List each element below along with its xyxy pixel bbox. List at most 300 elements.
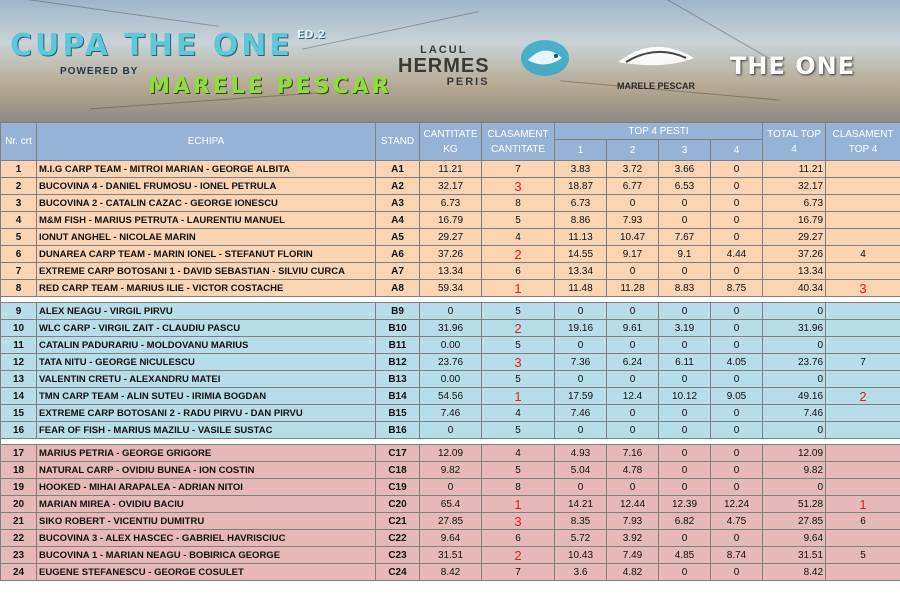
rank-quantity-cell: 4 bbox=[482, 229, 555, 246]
quantity-kg-cell: 0.00 bbox=[420, 337, 482, 354]
fish-2-cell: 0 bbox=[607, 405, 659, 422]
fish-1-cell: 13.34 bbox=[555, 263, 607, 280]
fish-3-cell: 4.85 bbox=[659, 547, 711, 564]
quantity-kg-cell: 32.17 bbox=[420, 178, 482, 195]
table-row bbox=[1, 479, 900, 496]
fish-3-cell: 6.82 bbox=[659, 513, 711, 530]
stand-code-cell: C23 bbox=[376, 547, 420, 564]
lake-hermes-logo: LACUL HERMES PERIS bbox=[398, 44, 490, 88]
fish-3-cell: 0 bbox=[659, 212, 711, 229]
rank-top4-cell bbox=[826, 530, 900, 547]
table-row bbox=[1, 388, 900, 405]
rank-top4-cell bbox=[826, 320, 900, 337]
fish-2-cell: 7.93 bbox=[607, 212, 659, 229]
total-top4-cell: 0 bbox=[763, 422, 826, 439]
fish-4-cell: 0 bbox=[711, 422, 763, 439]
rank-top4-cell bbox=[826, 195, 900, 212]
rank-quantity-cell: 4 bbox=[482, 445, 555, 462]
fish-3-cell: 3.66 bbox=[659, 161, 711, 178]
fish-2-cell: 0 bbox=[607, 263, 659, 280]
stand-code-cell: B10 bbox=[376, 320, 420, 337]
header-total-top4: TOTAL TOP 4 bbox=[763, 123, 826, 161]
total-top4-cell: 31.96 bbox=[763, 320, 826, 337]
total-top4-cell: 7.46 bbox=[763, 405, 826, 422]
total-top4-cell: 16.79 bbox=[763, 212, 826, 229]
fish-1-cell: 5.04 bbox=[555, 462, 607, 479]
total-top4-cell: 8.42 bbox=[763, 564, 826, 581]
rank-quantity-cell: 3 bbox=[482, 178, 555, 195]
fish-2-cell: 7.16 bbox=[607, 445, 659, 462]
header-fish-2: 2 bbox=[607, 140, 659, 161]
stand-code-cell: B11 bbox=[376, 337, 420, 354]
rank-top4-cell: 3 bbox=[826, 280, 900, 297]
fish-2-cell: 0 bbox=[607, 479, 659, 496]
fish-1-cell: 8.35 bbox=[555, 513, 607, 530]
the-one-logo: THE ONE bbox=[730, 52, 856, 80]
stand-code-cell: A5 bbox=[376, 229, 420, 246]
total-top4-cell: 29.27 bbox=[763, 229, 826, 246]
fish-4-cell: 0 bbox=[711, 530, 763, 547]
quantity-kg-cell: 23.76 bbox=[420, 354, 482, 371]
fish-3-cell: 0 bbox=[659, 337, 711, 354]
table-row bbox=[1, 422, 900, 439]
header-stand: STAND bbox=[376, 123, 420, 161]
fish-2-cell: 0 bbox=[607, 303, 659, 320]
fish-2-cell: 9.17 bbox=[607, 246, 659, 263]
team-name-cell: WLC CARP - VIRGIL ZAIT - CLAUDIU PASCU bbox=[37, 320, 376, 337]
row-number-cell: 11 bbox=[1, 337, 37, 354]
fish-4-cell: 0 bbox=[711, 195, 763, 212]
rank-top4-cell bbox=[826, 462, 900, 479]
fish-4-cell: 8.74 bbox=[711, 547, 763, 564]
row-number-cell: 7 bbox=[1, 263, 37, 280]
fish-2-cell: 10.47 bbox=[607, 229, 659, 246]
fish-3-cell: 7.67 bbox=[659, 229, 711, 246]
fish-1-cell: 7.36 bbox=[555, 354, 607, 371]
fish-1-cell: 0 bbox=[555, 337, 607, 354]
rank-quantity-cell: 3 bbox=[482, 513, 555, 530]
rank-top4-cell bbox=[826, 337, 900, 354]
quantity-kg-cell: 16.79 bbox=[420, 212, 482, 229]
row-number-cell: 22 bbox=[1, 530, 37, 547]
row-number-cell: 6 bbox=[1, 246, 37, 263]
row-number-cell: 16 bbox=[1, 422, 37, 439]
stand-code-cell: A7 bbox=[376, 263, 420, 280]
stand-code-cell: A6 bbox=[376, 246, 420, 263]
fish-2-cell: 6.77 bbox=[607, 178, 659, 195]
fish-3-cell: 0 bbox=[659, 445, 711, 462]
team-name-cell: MARIAN MIREA - OVIDIU BACIU bbox=[37, 496, 376, 513]
fish-3-cell: 0 bbox=[659, 303, 711, 320]
event-banner bbox=[0, 0, 900, 122]
fish-4-cell: 0 bbox=[711, 212, 763, 229]
rank-quantity-cell: 2 bbox=[482, 320, 555, 337]
stand-code-cell: A1 bbox=[376, 161, 420, 178]
quantity-kg-cell: 7.46 bbox=[420, 405, 482, 422]
rank-quantity-cell: 5 bbox=[482, 303, 555, 320]
team-name-cell: BUCOVINA 4 - DANIEL FRUMOSU - IONEL PETRULA bbox=[37, 178, 376, 195]
row-number-cell: 24 bbox=[1, 564, 37, 581]
stand-code-cell: C18 bbox=[376, 462, 420, 479]
table-row bbox=[1, 246, 900, 263]
rank-top4-cell: 6 bbox=[826, 513, 900, 530]
fish-2-cell: 4.82 bbox=[607, 564, 659, 581]
fish-3-cell: 0 bbox=[659, 564, 711, 581]
rank-quantity-cell: 2 bbox=[482, 547, 555, 564]
total-top4-cell: 23.76 bbox=[763, 354, 826, 371]
fish-3-cell: 3.19 bbox=[659, 320, 711, 337]
rank-quantity-cell: 3 bbox=[482, 354, 555, 371]
fish-1-cell: 18.87 bbox=[555, 178, 607, 195]
quantity-kg-cell: 31.51 bbox=[420, 547, 482, 564]
team-name-cell: TMN CARP TEAM - ALIN SUTEU - IRIMIA BOGDAN bbox=[37, 388, 376, 405]
fish-1-cell: 4.93 bbox=[555, 445, 607, 462]
table-row bbox=[1, 320, 900, 337]
fish-4-cell: 4.75 bbox=[711, 513, 763, 530]
fish-emblem-icon bbox=[518, 36, 572, 85]
header-nr: Nr. crt bbox=[1, 123, 37, 161]
quantity-kg-cell: 12.09 bbox=[420, 445, 482, 462]
total-top4-cell: 27.85 bbox=[763, 513, 826, 530]
quantity-kg-cell: 29.27 bbox=[420, 229, 482, 246]
table-row bbox=[1, 547, 900, 564]
rank-top4-cell: 5 bbox=[826, 547, 900, 564]
fish-4-cell: 4.44 bbox=[711, 246, 763, 263]
header-rank-top4: CLASAMENT TOP 4 bbox=[826, 123, 900, 161]
row-number-cell: 17 bbox=[1, 445, 37, 462]
fish-2-cell: 0 bbox=[607, 422, 659, 439]
table-row bbox=[1, 178, 900, 195]
stand-code-cell: B15 bbox=[376, 405, 420, 422]
row-number-cell: 15 bbox=[1, 405, 37, 422]
table-row bbox=[1, 462, 900, 479]
fish-2-cell: 11.28 bbox=[607, 280, 659, 297]
fish-4-cell: 0 bbox=[711, 479, 763, 496]
fish-2-cell: 12.4 bbox=[607, 388, 659, 405]
quantity-kg-cell: 0 bbox=[420, 303, 482, 320]
total-top4-cell: 31.51 bbox=[763, 547, 826, 564]
table-row bbox=[1, 530, 900, 547]
fish-2-cell: 6.24 bbox=[607, 354, 659, 371]
rank-quantity-cell: 5 bbox=[482, 462, 555, 479]
fish-2-cell: 9.61 bbox=[607, 320, 659, 337]
fish-4-cell: 8.75 bbox=[711, 280, 763, 297]
table-row bbox=[1, 354, 900, 371]
total-top4-cell: 6.73 bbox=[763, 195, 826, 212]
rank-top4-cell bbox=[826, 405, 900, 422]
team-name-cell: DUNAREA CARP TEAM - MARIN IONEL - STEFANUT FLORIN bbox=[37, 246, 376, 263]
fish-3-cell: 12.39 bbox=[659, 496, 711, 513]
row-number-cell: 20 bbox=[1, 496, 37, 513]
team-name-cell: MARIUS PETRIA - GEORGE GRIGORE bbox=[37, 445, 376, 462]
rank-top4-cell bbox=[826, 564, 900, 581]
quantity-kg-cell: 9.64 bbox=[420, 530, 482, 547]
marele-pescar-logo: MARELE PESCAR bbox=[614, 40, 698, 91]
fish-4-cell: 0 bbox=[711, 371, 763, 388]
team-name-cell: M.I.G CARP TEAM - MITROI MARIAN - GEORGE ALBITA bbox=[37, 161, 376, 178]
header-rank-quantity: CLASAMENT CANTITATE bbox=[482, 123, 555, 161]
total-top4-cell: 12.09 bbox=[763, 445, 826, 462]
fish-1-cell: 14.21 bbox=[555, 496, 607, 513]
rank-quantity-cell: 5 bbox=[482, 371, 555, 388]
fish-1-cell: 3.6 bbox=[555, 564, 607, 581]
fish-1-cell: 0 bbox=[555, 479, 607, 496]
quantity-kg-cell: 0 bbox=[420, 479, 482, 496]
rank-top4-cell bbox=[826, 229, 900, 246]
rank-quantity-cell: 1 bbox=[482, 388, 555, 405]
fish-2-cell: 4.78 bbox=[607, 462, 659, 479]
row-number-cell: 4 bbox=[1, 212, 37, 229]
rank-quantity-cell: 5 bbox=[482, 212, 555, 229]
stand-code-cell: A8 bbox=[376, 280, 420, 297]
fish-1-cell: 0 bbox=[555, 422, 607, 439]
fish-3-cell: 0 bbox=[659, 530, 711, 547]
total-top4-cell: 37.26 bbox=[763, 246, 826, 263]
rank-quantity-cell: 5 bbox=[482, 337, 555, 354]
fish-3-cell: 0 bbox=[659, 422, 711, 439]
event-title-logo: CUPA THE ONE $^{ED.2}$ bbox=[10, 28, 326, 63]
fish-1-cell: 5.72 bbox=[555, 530, 607, 547]
row-number-cell: 9 bbox=[1, 303, 37, 320]
team-name-cell: BUCOVINA 3 - ALEX HASCEC - GABRIEL HAVRISCIUC bbox=[37, 530, 376, 547]
stand-code-cell: B9 bbox=[376, 303, 420, 320]
fish-4-cell: 12.24 bbox=[711, 496, 763, 513]
row-number-cell: 18 bbox=[1, 462, 37, 479]
fish-4-cell: 9.05 bbox=[711, 388, 763, 405]
sponsor-logo-marele-pescar: MARELE PESCAR bbox=[148, 74, 392, 99]
table-row bbox=[1, 229, 900, 246]
row-number-cell: 14 bbox=[1, 388, 37, 405]
rank-quantity-cell: 6 bbox=[482, 263, 555, 280]
team-name-cell: FEAR OF FISH - MARIUS MAZILU - VASILE SUSTAC bbox=[37, 422, 376, 439]
total-top4-cell: 9.82 bbox=[763, 462, 826, 479]
table-row bbox=[1, 405, 900, 422]
fish-2-cell: 3.72 bbox=[607, 161, 659, 178]
header-team: ECHIPA bbox=[37, 123, 376, 161]
header-fish-3: 3 bbox=[659, 140, 711, 161]
fish-2-cell: 3.92 bbox=[607, 530, 659, 547]
total-top4-cell: 49.16 bbox=[763, 388, 826, 405]
row-number-cell: 12 bbox=[1, 354, 37, 371]
fish-1-cell: 14.55 bbox=[555, 246, 607, 263]
rank-quantity-cell: 1 bbox=[482, 496, 555, 513]
team-name-cell: SIKO ROBERT - VICENTIU DUMITRU bbox=[37, 513, 376, 530]
fish-2-cell: 7.49 bbox=[607, 547, 659, 564]
fish-1-cell: 3.83 bbox=[555, 161, 607, 178]
fish-1-cell: 6.73 bbox=[555, 195, 607, 212]
rank-top4-cell bbox=[826, 303, 900, 320]
stand-code-cell: C21 bbox=[376, 513, 420, 530]
rank-quantity-cell: 8 bbox=[482, 479, 555, 496]
powered-by-text: POWERED BY bbox=[60, 66, 139, 77]
row-number-cell: 23 bbox=[1, 547, 37, 564]
quantity-kg-cell: 6.73 bbox=[420, 195, 482, 212]
rank-top4-cell bbox=[826, 178, 900, 195]
stand-code-cell: B16 bbox=[376, 422, 420, 439]
rank-quantity-cell: 8 bbox=[482, 195, 555, 212]
table-row bbox=[1, 445, 900, 462]
stand-code-cell: C20 bbox=[376, 496, 420, 513]
team-name-cell: EUGENE STEFANESCU - GEORGE COSULET bbox=[37, 564, 376, 581]
table-row bbox=[1, 212, 900, 229]
team-name-cell: NATURAL CARP - OVIDIU BUNEA - ION COSTIN bbox=[37, 462, 376, 479]
rank-top4-cell: 4 bbox=[826, 246, 900, 263]
fish-4-cell: 0 bbox=[711, 564, 763, 581]
fish-4-cell: 4.05 bbox=[711, 354, 763, 371]
quantity-kg-cell: 11.21 bbox=[420, 161, 482, 178]
fish-3-cell: 6.53 bbox=[659, 178, 711, 195]
stand-code-cell: C19 bbox=[376, 479, 420, 496]
header-kg: CANTITATE KG bbox=[420, 123, 482, 161]
fish-2-cell: 0 bbox=[607, 371, 659, 388]
quantity-kg-cell: 0 bbox=[420, 422, 482, 439]
rank-quantity-cell: 1 bbox=[482, 280, 555, 297]
team-name-cell: M&M FISH - MARIUS PETRUTA - LAURENTIU MANUEL bbox=[37, 212, 376, 229]
fish-2-cell: 12.44 bbox=[607, 496, 659, 513]
quantity-kg-cell: 54.56 bbox=[420, 388, 482, 405]
stand-code-cell: A2 bbox=[376, 178, 420, 195]
fish-4-cell: 0 bbox=[711, 337, 763, 354]
team-name-cell: RED CARP TEAM - MARIUS ILIE - VICTOR COSTACHE bbox=[37, 280, 376, 297]
rank-top4-cell: 2 bbox=[826, 388, 900, 405]
fish-3-cell: 9.1 bbox=[659, 246, 711, 263]
table-row bbox=[1, 280, 900, 297]
table-row bbox=[1, 161, 900, 178]
fish-4-cell: 0 bbox=[711, 263, 763, 280]
rank-quantity-cell: 2 bbox=[482, 246, 555, 263]
total-top4-cell: 40.34 bbox=[763, 280, 826, 297]
table-row bbox=[1, 263, 900, 280]
table-row bbox=[1, 513, 900, 530]
fish-1-cell: 11.48 bbox=[555, 280, 607, 297]
team-name-cell: HOOKED - MIHAI ARAPALEA - ADRIAN NITOI bbox=[37, 479, 376, 496]
total-top4-cell: 0 bbox=[763, 303, 826, 320]
quantity-kg-cell: 31.96 bbox=[420, 320, 482, 337]
fish-3-cell: 6.11 bbox=[659, 354, 711, 371]
fish-2-cell: 0 bbox=[607, 195, 659, 212]
quantity-kg-cell: 0.00 bbox=[420, 371, 482, 388]
results-table bbox=[0, 122, 900, 581]
table-row bbox=[1, 195, 900, 212]
row-number-cell: 3 bbox=[1, 195, 37, 212]
quantity-kg-cell: 59.34 bbox=[420, 280, 482, 297]
fish-1-cell: 7.46 bbox=[555, 405, 607, 422]
team-name-cell: EXTREME CARP BOTOSANI 1 - DAVID SEBASTIAN - SILVIU CURCA bbox=[37, 263, 376, 280]
row-number-cell: 19 bbox=[1, 479, 37, 496]
fish-1-cell: 0 bbox=[555, 371, 607, 388]
rank-top4-cell bbox=[826, 212, 900, 229]
total-top4-cell: 51.28 bbox=[763, 496, 826, 513]
rank-top4-cell bbox=[826, 263, 900, 280]
rank-quantity-cell: 7 bbox=[482, 161, 555, 178]
total-top4-cell: 0 bbox=[763, 371, 826, 388]
team-name-cell: CATALIN PADURARIU - MOLDOVANU MARIUS bbox=[37, 337, 376, 354]
row-number-cell: 21 bbox=[1, 513, 37, 530]
rank-top4-cell bbox=[826, 422, 900, 439]
team-name-cell: ALEX NEAGU - VIRGIL PIRVU bbox=[37, 303, 376, 320]
rank-quantity-cell: 4 bbox=[482, 405, 555, 422]
team-name-cell: BUCOVINA 1 - MARIAN NEAGU - BOBIRICA GEORGE bbox=[37, 547, 376, 564]
quantity-kg-cell: 9.82 bbox=[420, 462, 482, 479]
stand-code-cell: C17 bbox=[376, 445, 420, 462]
fish-3-cell: 0 bbox=[659, 371, 711, 388]
rank-top4-cell bbox=[826, 371, 900, 388]
fish-4-cell: 0 bbox=[711, 405, 763, 422]
row-number-cell: 1 bbox=[1, 161, 37, 178]
rank-quantity-cell: 7 bbox=[482, 564, 555, 581]
quantity-kg-cell: 13.34 bbox=[420, 263, 482, 280]
table-row bbox=[1, 371, 900, 388]
stand-code-cell: A3 bbox=[376, 195, 420, 212]
fish-3-cell: 0 bbox=[659, 462, 711, 479]
fish-3-cell: 0 bbox=[659, 405, 711, 422]
rank-top4-cell bbox=[826, 479, 900, 496]
fish-3-cell: 0 bbox=[659, 195, 711, 212]
stand-code-cell: B12 bbox=[376, 354, 420, 371]
stand-code-cell: A4 bbox=[376, 212, 420, 229]
fish-1-cell: 8.86 bbox=[555, 212, 607, 229]
fish-4-cell: 0 bbox=[711, 178, 763, 195]
fish-3-cell: 0 bbox=[659, 479, 711, 496]
fish-2-cell: 0 bbox=[607, 337, 659, 354]
fish-1-cell: 10.43 bbox=[555, 547, 607, 564]
table-row bbox=[1, 564, 900, 581]
total-top4-cell: 0 bbox=[763, 337, 826, 354]
header-fish-4: 4 bbox=[711, 140, 763, 161]
stand-code-cell: B13 bbox=[376, 371, 420, 388]
fish-4-cell: 0 bbox=[711, 303, 763, 320]
fish-4-cell: 0 bbox=[711, 229, 763, 246]
fish-2-cell: 7.93 bbox=[607, 513, 659, 530]
fish-1-cell: 19.16 bbox=[555, 320, 607, 337]
total-top4-cell: 0 bbox=[763, 479, 826, 496]
team-name-cell: EXTREME CARP BOTOSANI 2 - RADU PIRVU - DAN PIRVU bbox=[37, 405, 376, 422]
fish-1-cell: 11.13 bbox=[555, 229, 607, 246]
total-top4-cell: 11.21 bbox=[763, 161, 826, 178]
fish-3-cell: 0 bbox=[659, 263, 711, 280]
quantity-kg-cell: 8.42 bbox=[420, 564, 482, 581]
rank-top4-cell bbox=[826, 445, 900, 462]
total-top4-cell: 9.64 bbox=[763, 530, 826, 547]
quantity-kg-cell: 27.85 bbox=[420, 513, 482, 530]
stand-code-cell: B14 bbox=[376, 388, 420, 405]
table-row bbox=[1, 337, 900, 354]
row-number-cell: 13 bbox=[1, 371, 37, 388]
fish-4-cell: 0 bbox=[711, 320, 763, 337]
fish-4-cell: 0 bbox=[711, 445, 763, 462]
stand-code-cell: C24 bbox=[376, 564, 420, 581]
rank-quantity-cell: 6 bbox=[482, 530, 555, 547]
header-top4: TOP 4 PESTI bbox=[555, 123, 763, 140]
rank-top4-cell: 1 bbox=[826, 496, 900, 513]
total-top4-cell: 13.34 bbox=[763, 263, 826, 280]
team-name-cell: TATA NITU - GEORGE NICULESCU bbox=[37, 354, 376, 371]
rank-top4-cell bbox=[826, 161, 900, 178]
quantity-kg-cell: 37.26 bbox=[420, 246, 482, 263]
rank-quantity-cell: 5 bbox=[482, 422, 555, 439]
fish-1-cell: 17.59 bbox=[555, 388, 607, 405]
team-name-cell: BUCOVINA 2 - CATALIN CAZAC - GEORGE IONESCU bbox=[37, 195, 376, 212]
row-number-cell: 10 bbox=[1, 320, 37, 337]
team-name-cell: VALENTIN CRETU - ALEXANDRU MATEI bbox=[37, 371, 376, 388]
quantity-kg-cell: 65.4 bbox=[420, 496, 482, 513]
total-top4-cell: 32.17 bbox=[763, 178, 826, 195]
header-fish-1: 1 bbox=[555, 140, 607, 161]
row-number-cell: 2 bbox=[1, 178, 37, 195]
team-name-cell: IONUT ANGHEL - NICOLAE MARIN bbox=[37, 229, 376, 246]
table-row bbox=[1, 496, 900, 513]
fish-4-cell: 0 bbox=[711, 161, 763, 178]
